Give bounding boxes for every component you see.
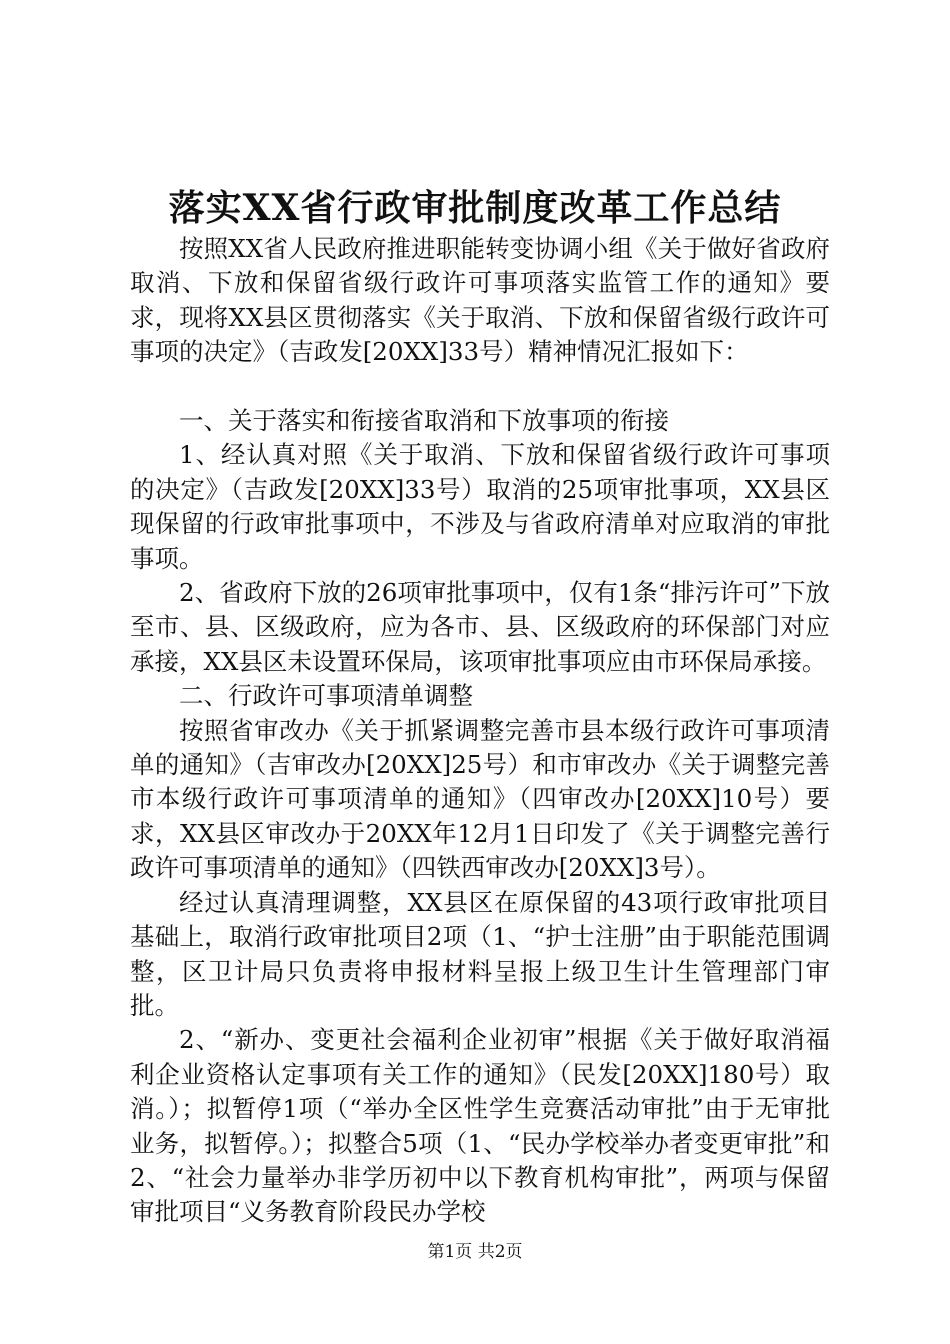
paragraph-item-2: 2、省政府下放的26项审批事项中，仅有1条“排污许可”下放至市、县、区级政府，应为各市、县、区级政府的环保部门对应承接，XX县区未设置环保局，该项审批事项应由市环保局承接。 bbox=[130, 578, 830, 676]
paragraph-notice: 按照省审改办《关于抓紧调整完善市县本级行政许可事项清单的通知》（吉审改办[20XX]25号）和市审改办《关于调整完善市本级行政许可事项清单的通知》（四审改办[20XX]10号）要求，XX县区审改办于20XX年12月1日印发了《关于调整完善行政许可事项清单的通知》（四铁西审改办[20XX]3号）。 bbox=[130, 715, 830, 883]
document-body bbox=[130, 232, 830, 1230]
paragraph-intro: 按照XX省人民政府推进职能转变协调小组《关于做好省政府取消、下放和保留省级行政许可事项落实监管工作的通知》要求，现将XX县区贯彻落实《关于取消、下放和保留省级行政许可事项的决定》（吉政发[20XX]33号）精神情况汇报如下： bbox=[130, 234, 830, 367]
paragraph-item-1: 1、经认真对照《关于取消、下放和保留省级行政许可事项的决定》（吉政发[20XX]33号）取消的25项审批事项，XX县区现保留的行政审批事项中，不涉及与省政府清单对应取消的审批事项。 bbox=[130, 440, 830, 573]
paragraph-cleanup: 经过认真清理调整，XX县区在原保留的43项行政审批项目基础上，取消行政审批项目2项（1、“护士注册”由于职能范围调整，区卫计局只负责将申报材料呈报上级卫生计生管理部门审批。 bbox=[130, 887, 830, 1020]
paragraph-item-3: 2、“新办、变更社会福利企业初审”根据《关于做好取消福利企业资格认定事项有关工作的通知》（民发[20XX]180号）取消。）；拟暂停1项（“举办全区性学生竞赛活动审批”由于无审批业务，拟暂停。）；拟整合5项（1、“民办学校举办者变更审批”和2、“社会力量举办非学历初中以下教育机构审批”，两项与保留审批项目“义务教育阶段民办学校 bbox=[130, 1025, 830, 1227]
page-footer: 第1页 共2页 bbox=[427, 1242, 523, 1262]
document-title: 落实XX省行政审批制度改革工作总结 bbox=[168, 187, 782, 229]
section-heading-2: 二、行政许可事项清单调整 bbox=[179, 681, 473, 711]
section-heading-1: 一、关于落实和衔接省取消和下放事项的衔接 bbox=[179, 406, 669, 436]
